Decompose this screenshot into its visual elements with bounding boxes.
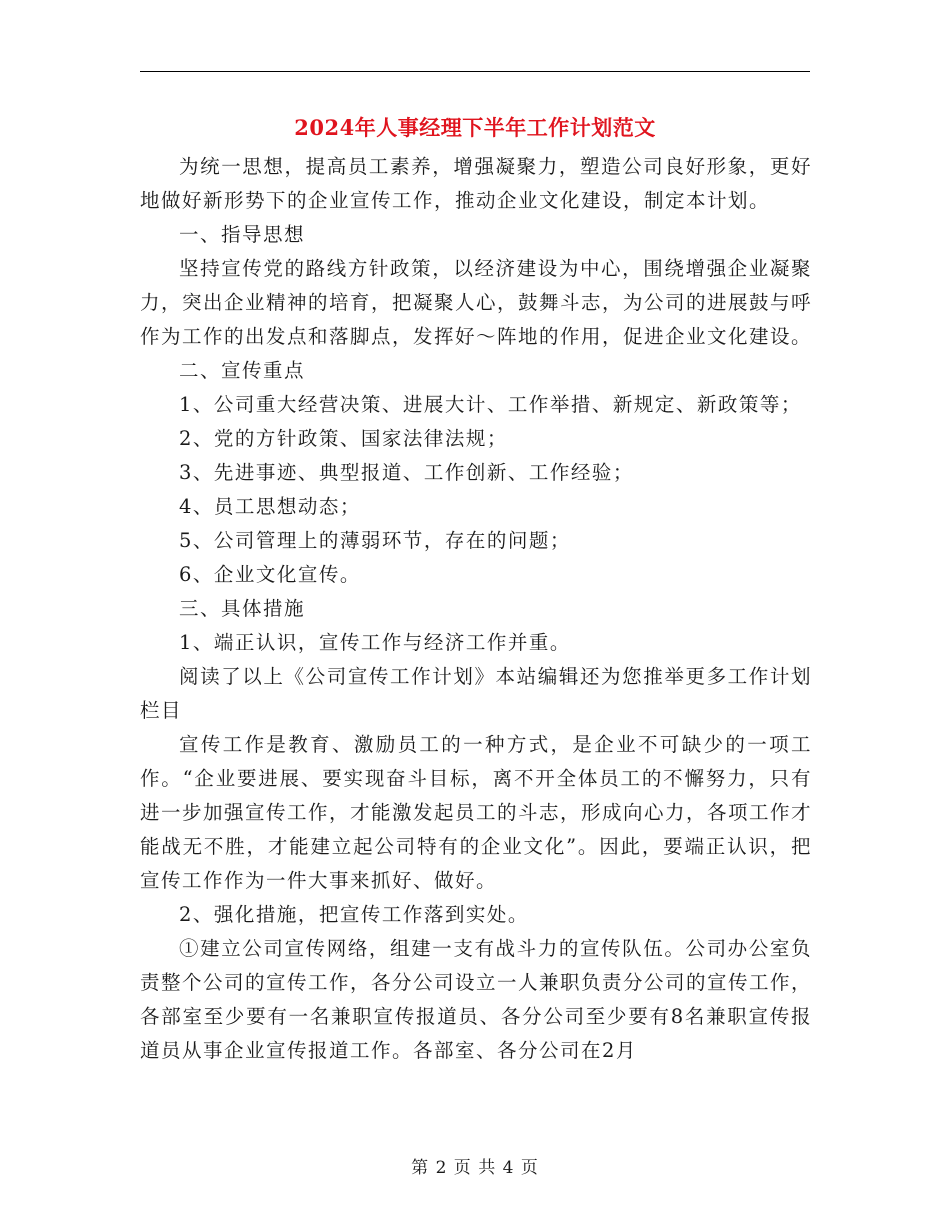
header-rule bbox=[140, 71, 810, 72]
document-body bbox=[140, 150, 812, 1068]
section-heading-measures: 三、具体措施 bbox=[179, 597, 306, 620]
measure-heading-2: 2、强化措施，把宣传工作落到实处。 bbox=[179, 903, 529, 926]
page-footer bbox=[0, 1153, 950, 1178]
list-item-focus-6: 6、企业文化宣传。 bbox=[179, 563, 361, 586]
paragraph-intro: 为统一思想，提高员工素养，增强凝聚力，塑造公司良好形象，更好地做好新形势下的企业宣传工作，推动企业文化建设，制定本计划。 bbox=[140, 155, 812, 212]
list-item-focus-4: 4、员工思想动态； bbox=[179, 495, 361, 518]
section-heading-publicity-focus: 二、宣传重点 bbox=[179, 359, 306, 382]
paragraph-guiding-ideology: 坚持宣传党的路线方针政策，以经济建设为中心，围绕增强企业凝聚力，突出企业精神的培育，把凝聚人心，鼓舞斗志，为公司的进展鼓与呼作为工作的出发点和落脚点，发挥好～阵地的作用，促进企业文化建设。 bbox=[140, 257, 813, 348]
list-item-focus-5: 5、公司管理上的薄弱环节，存在的问题； bbox=[179, 529, 571, 552]
list-item-focus-3: 3、先进事迹、典型报道、工作创新、工作经验； bbox=[179, 461, 634, 484]
page-number-label: 第 2 页 共 4 页 bbox=[411, 1158, 539, 1178]
measure-heading-1: 1、端正认识，宣传工作与经济工作并重。 bbox=[179, 631, 571, 654]
paragraph-publicity-network: ①建立公司宣传网络，组建一支有战斗力的宣传队伍。公司办公室负责整个公司的宣传工作，各分公司设立一人兼职负责分公司的宣传工作，各部室至少要有一名兼职宣传报道员、各分公司至少要有8名兼职宣传报道员从事企业宣传报道工作。各部室、各分公司在2月 bbox=[140, 937, 813, 1062]
paragraph-publicity-importance: 宣传工作是教育、激励员工的一种方式，是企业不可缺少的一项工作。“企业要进展、要实现奋斗目标，离不开全体员工的不懈努力，只有进一步加强宣传工作，才能激发起员工的斗志，形成向心力，各项工作才能战无不胜，才能建立起公司特有的企业文化”。因此，要端正认识，把宣传工作作为一件大事来抓好、做好。 bbox=[140, 733, 813, 892]
section-heading-guiding-ideology: 一、指导思想 bbox=[179, 223, 306, 246]
list-item-focus-2: 2、党的方针政策、国家法律法规； bbox=[179, 427, 508, 450]
document-title: 2024年人事经理下半年工作计划范文 bbox=[294, 115, 656, 140]
paragraph-recommendation: 阅读了以上《公司宣传工作计划》本站编辑还为您推举更多工作计划栏目 bbox=[140, 665, 812, 722]
list-item-focus-1: 1、公司重大经营决策、进展大计、工作举措、新规定、新政策等； bbox=[179, 393, 802, 416]
